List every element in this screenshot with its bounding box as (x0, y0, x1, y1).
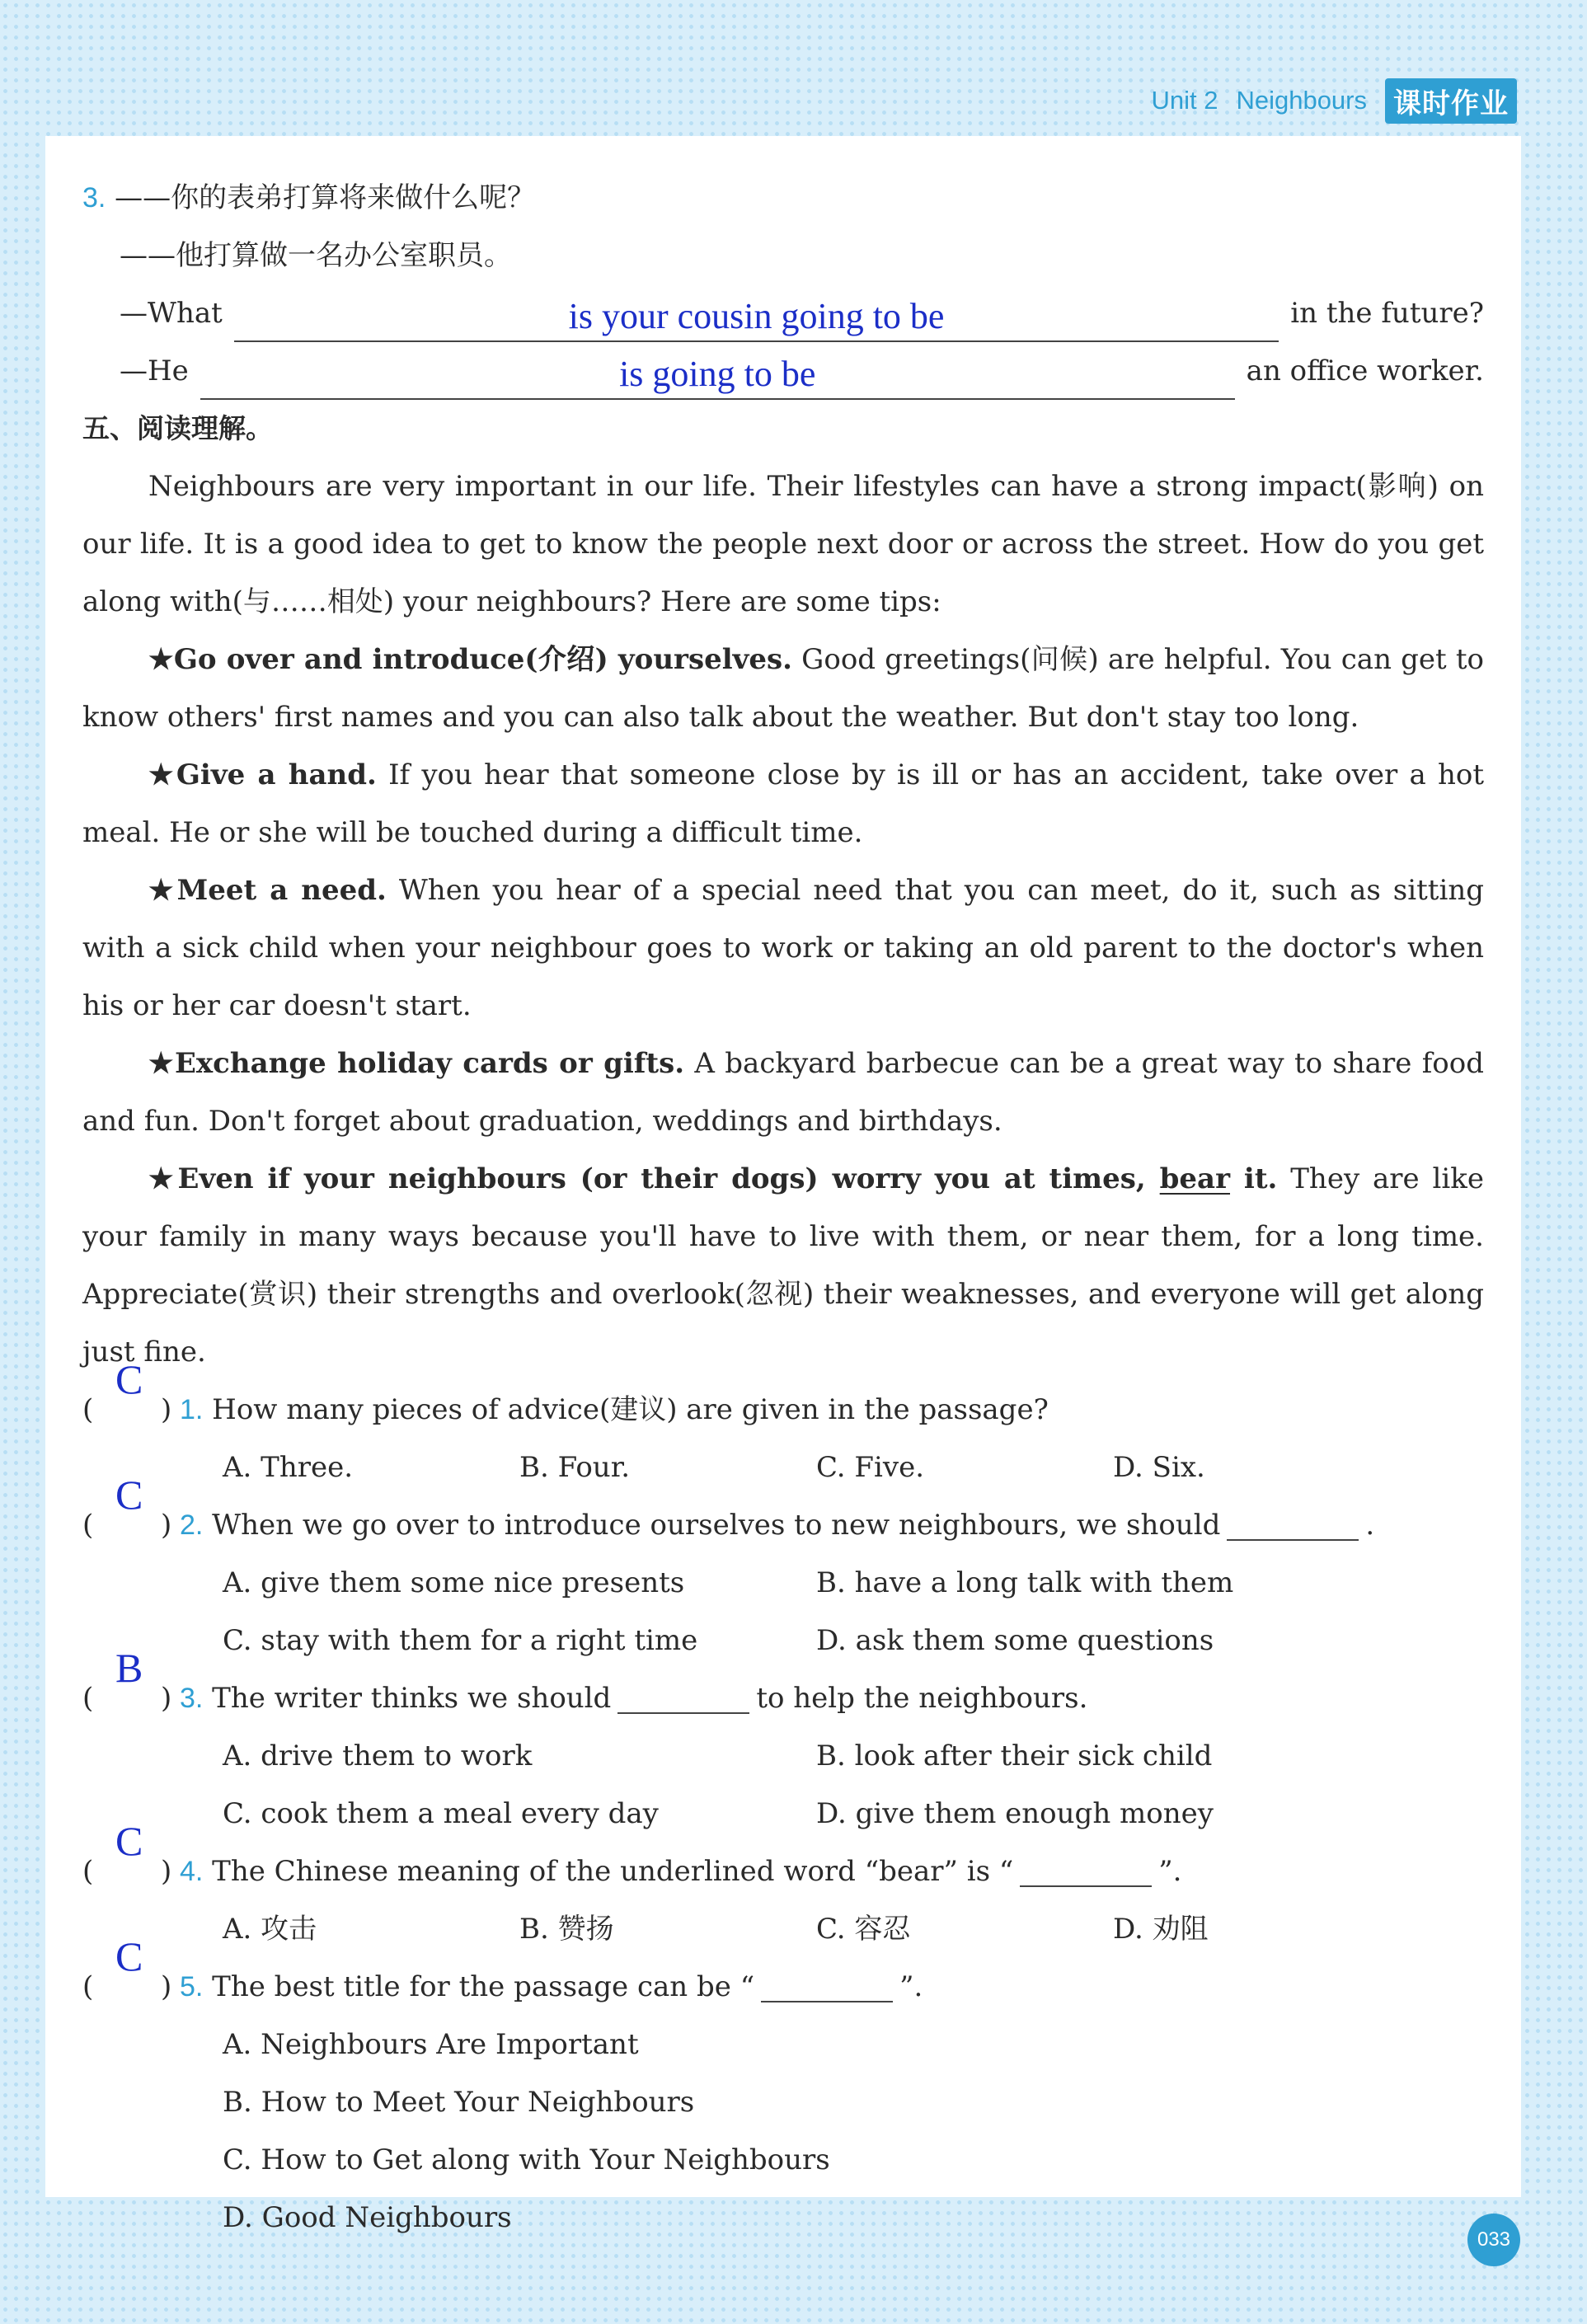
question-3 (82, 1645, 1484, 1727)
option-2c[interactable]: C. stay with them for a right time (223, 1624, 698, 1657)
option-5b[interactable]: B. How to Meet Your Neighbours (223, 2086, 695, 2119)
option-2b[interactable]: B. have a long talk with them (816, 1566, 1234, 1599)
options-3-row-1 (82, 1727, 1484, 1785)
question-4 (82, 1818, 1484, 1900)
answer-paren-1[interactable]: ( C ) (82, 1356, 172, 1426)
question-text-5-end: ”. (899, 1970, 923, 2003)
option-5b-row (82, 2073, 1484, 2131)
question-text-2: When we go over to introduce ourselves to new neighbours, we should (212, 1509, 1221, 1542)
section-title: 五、阅读理解。 (82, 412, 273, 444)
sentence-2-start: —He (120, 354, 189, 387)
answer-paren-2[interactable]: ( C ) (82, 1472, 172, 1542)
option-4b[interactable]: B. 赞扬 (519, 1913, 614, 1946)
question-5 (82, 1933, 1484, 2016)
option-4c[interactable]: C. 容忍 (816, 1913, 911, 1946)
question-text-2-end: . (1365, 1509, 1375, 1542)
tip-4-title: ★Exchange holiday cards or gifts. (148, 1047, 685, 1080)
question-number-4: 4. (180, 1856, 204, 1887)
chosen-answer-4: C (115, 1818, 143, 1864)
question-text-3: The writer thinks we should (212, 1682, 612, 1715)
question-text-3-end: to help the neighbours. (756, 1682, 1088, 1715)
fill-sentence-1 (82, 284, 1484, 342)
page-header (1151, 76, 1517, 125)
question-number-5: 5. (180, 1971, 204, 2002)
tip-3-text: When you hear of a special need that you can meet, do it, such as sitting with a sick child when your neighbour goes to work or taking an old parent to the doctor's when his or her car doesn't start. (82, 874, 1484, 1022)
option-5c-row (82, 2131, 1484, 2189)
option-5a[interactable]: A. Neighbours Are Important (223, 2028, 639, 2061)
question-1 (82, 1356, 1484, 1439)
options-2-row-2 (82, 1612, 1484, 1669)
option-5c[interactable]: C. How to Get along with Your Neighbours (223, 2143, 830, 2176)
question-number-1: 1. (180, 1394, 204, 1425)
tip-5-title (148, 1162, 1277, 1195)
option-1d[interactable]: D. Six. (1113, 1451, 1205, 1484)
tip-5-title-part-a: ★Even if your neighbours (or their dogs) worry you at times, (148, 1162, 1160, 1195)
option-2d[interactable]: D. ask them some questions (816, 1624, 1214, 1657)
option-5d[interactable]: D. Good Neighbours (223, 2201, 512, 2234)
answer-blank-2[interactable] (200, 354, 1235, 400)
option-5d-row (82, 2189, 1484, 2247)
underlined-word-bear: bear (1159, 1162, 1231, 1195)
exercise-number: 3. (82, 182, 106, 214)
tip-2-title: ★Give a hand. (148, 758, 377, 791)
tip-5 (82, 1150, 1484, 1381)
tip-1-title: ★Go over and introduce(介绍) yourselves. (148, 643, 793, 676)
tip-2 (82, 746, 1484, 862)
blank-3[interactable] (617, 1683, 749, 1714)
option-1a[interactable]: A. Three. (223, 1451, 354, 1484)
tip-3 (82, 862, 1484, 1035)
tip-1 (82, 631, 1484, 746)
option-4a[interactable]: A. 攻击 (223, 1913, 317, 1946)
options-3-row-2 (82, 1785, 1484, 1843)
question-2 (82, 1472, 1484, 1554)
question-text-1: How many pieces of advice(建议) are given in the passage? (212, 1393, 1049, 1426)
tip-4 (82, 1035, 1484, 1150)
sentence-1-start: —What (120, 297, 223, 330)
chinese-prompt-1: ——你的表弟打算将来做什么呢？ (115, 181, 536, 214)
option-3b[interactable]: B. look after their sick child (816, 1739, 1213, 1772)
translation-line-2 (82, 227, 1484, 284)
answer-paren-3[interactable]: ( B ) (82, 1645, 172, 1715)
worksheet-content (82, 169, 1484, 2247)
question-number-3: 3. (180, 1683, 204, 1714)
tip-3-title: ★Meet a need. (148, 874, 387, 907)
translation-line-1 (82, 169, 1484, 227)
option-5a-row (82, 2016, 1484, 2073)
blank-5[interactable] (761, 1971, 893, 2002)
passage-intro: Neighbours are very important in our life. Their lifestyles can have a strong impact(影响) on our life. It is a good idea to get to know the people next door or across the street. How do you get along with(与……相处) your neighbours? Here are some tips: (82, 470, 1484, 618)
tip-5-text: They are like your family in many ways because you'll have to live with them, or near them, for a long time. Appreciate(赏识) their strengths and overlook(忽视) their weaknesses, and everyone will get along just fine. (82, 1162, 1484, 1369)
brand-logo: 课时作业 (1385, 78, 1517, 124)
blank-4[interactable] (1020, 1856, 1152, 1887)
options-1 (82, 1439, 1484, 1496)
tip-4-text: A backyard barbecue can be a great way to share food and fun. Don't forget about graduation, weddings and birthdays. (82, 1047, 1485, 1138)
answer-paren-5[interactable]: ( C ) (82, 1933, 172, 2003)
fill-sentence-2 (82, 342, 1484, 400)
option-4d[interactable]: D. 劝阻 (1113, 1913, 1209, 1946)
option-1c[interactable]: C. Five. (816, 1451, 925, 1484)
page-number: 033 (1467, 2214, 1520, 2266)
question-text-4-end: ”. (1158, 1855, 1182, 1888)
blank-2[interactable] (1227, 1509, 1359, 1541)
tip-5-title-part-b: it. (1230, 1162, 1278, 1195)
option-3a[interactable]: A. drive them to work (223, 1739, 533, 1772)
chinese-prompt-2: ——他打算做一名办公室职员。 (120, 239, 512, 272)
tip-2-text: If you hear that someone close by is ill or has an accident, take over a hot meal. He or she will be touched during a difficult time. (82, 758, 1485, 849)
chosen-answer-5: C (115, 1933, 143, 1979)
options-4 (82, 1900, 1484, 1958)
option-1b[interactable]: B. Four. (519, 1451, 631, 1484)
question-text-5: The best title for the passage can be “ (212, 1970, 755, 2003)
question-number-2: 2. (180, 1509, 204, 1541)
chosen-answer-1: C (115, 1356, 143, 1402)
answer-paren-4[interactable]: ( C ) (82, 1818, 172, 1888)
handwritten-answer-2: is going to be (619, 354, 816, 394)
sentence-1-end: in the future? (1290, 297, 1484, 330)
unit-label: Unit 2 (1151, 86, 1218, 115)
tip-1-text: Good greetings(问候) are helpful. You can get to know others' first names and you can also talk about the weather. But don't stay too long. (82, 643, 1484, 734)
option-3c[interactable]: C. cook them a meal every day (223, 1797, 659, 1830)
option-2a[interactable]: A. give them some nice presents (223, 1566, 685, 1599)
answer-blank-1[interactable] (234, 296, 1279, 342)
options-2-row-1 (82, 1554, 1484, 1612)
sentence-2-end: an office worker. (1246, 354, 1484, 387)
chosen-answer-2: C (115, 1472, 143, 1518)
option-3d[interactable]: D. give them enough money (816, 1797, 1214, 1830)
topic-label: Neighbours (1236, 86, 1367, 115)
question-text-4: The Chinese meaning of the underlined word “bear” is “ (212, 1855, 1014, 1888)
handwritten-answer-1: is your cousin going to be (568, 296, 945, 336)
chosen-answer-3: B (115, 1645, 143, 1691)
